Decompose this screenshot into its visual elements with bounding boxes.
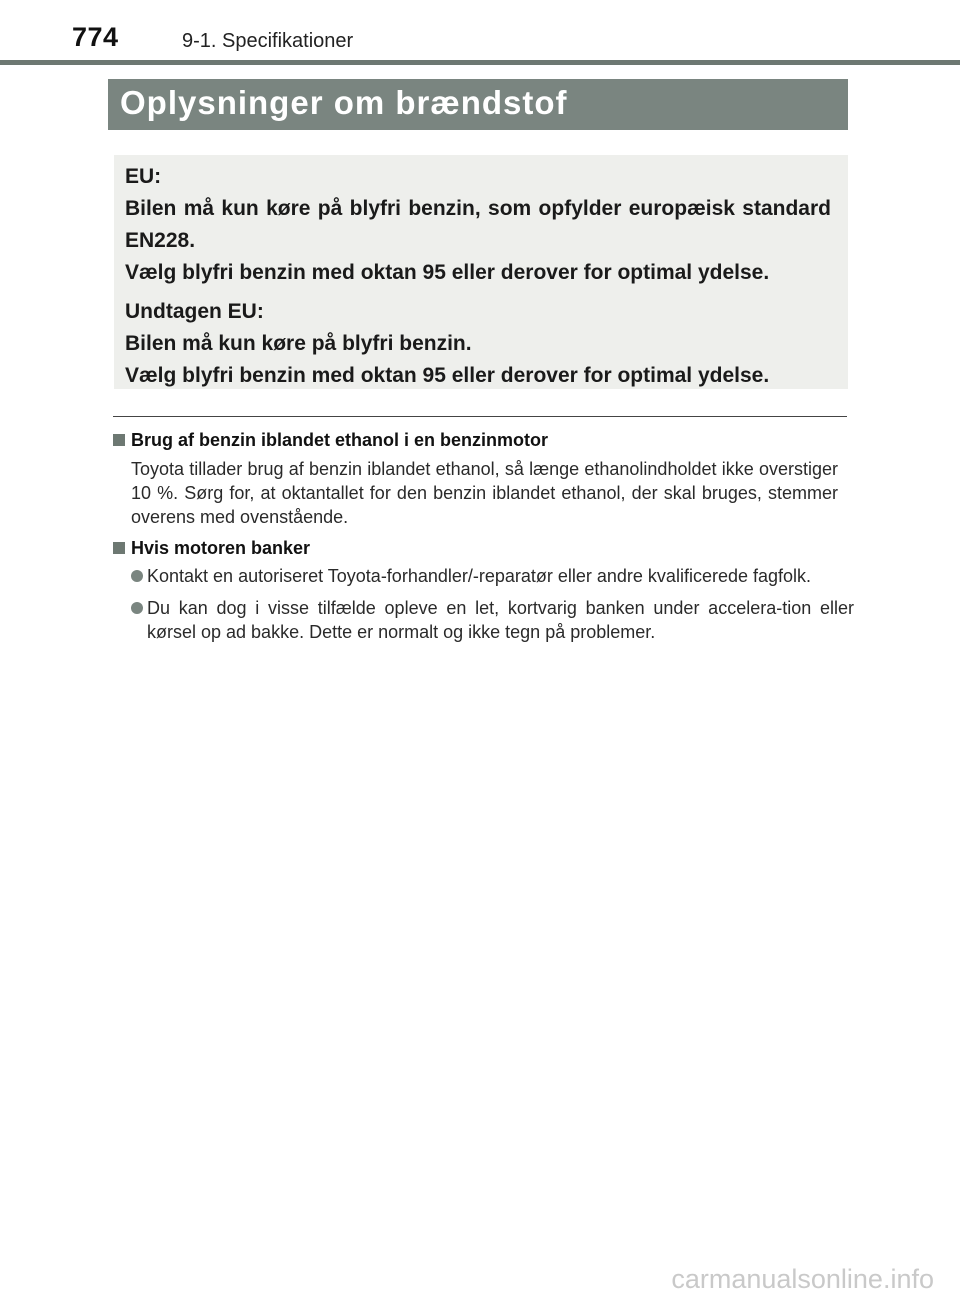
page-header [0, 0, 960, 62]
page-number: 774 [72, 22, 119, 52]
eu-requirement: Bilen må kun køre på blyfri benzin, som opfylder europæisk standard EN228. [125, 197, 831, 252]
ethanol-heading: Brug af benzin iblandet ethanol i en benzinmotor [113, 428, 853, 452]
circle-bullet-icon [131, 570, 143, 582]
square-bullet-icon [113, 542, 125, 554]
circle-bullet-icon [131, 602, 143, 614]
fuel-info-box [114, 155, 848, 389]
ethanol-body: Toyota tillader brug af benzin iblandet ethanol, så længe ethanolindholdet ikke overstiger 10 %. Sørg for, at oktantallet for den benzin iblandet ethanol, der skal bruges, stemmer overens med ovenstående. [131, 459, 838, 527]
ethanol-section [113, 428, 853, 529]
square-bullet-icon [113, 434, 125, 446]
non-eu-label: Undtagen EU: [125, 300, 264, 323]
eu-label: EU: [125, 165, 162, 188]
section-label: 9-1. Specifikationer [182, 30, 354, 52]
list-item: Kontakt en autoriseret Toyota-forhandler/-reparatør eller andre kvalificerede fagfolk. [131, 564, 854, 588]
section-divider [113, 416, 847, 417]
watermark: carmanualsonline.info [671, 1264, 934, 1294]
header-rule [0, 60, 960, 65]
eu-octane-note: Vælg blyfri benzin med oktan 95 eller derover for optimal ydelse. [125, 261, 770, 284]
non-eu-octane-note: Vælg blyfri benzin med oktan 95 eller derover for optimal ydelse. [125, 364, 770, 387]
page-title-bar [108, 79, 848, 130]
knocking-heading: Hvis motoren banker [113, 536, 853, 560]
page-title: Oplysninger om brændstof [120, 84, 568, 121]
list-item: Du kan dog i visse tilfælde opleve en let, kortvarig banken under accelera-tion eller kørsel op ad bakke. Dette er normalt og ikke tegn på problemer. [131, 596, 854, 644]
knocking-section [113, 536, 853, 644]
non-eu-requirement: Bilen må kun køre på blyfri benzin. [125, 332, 472, 355]
